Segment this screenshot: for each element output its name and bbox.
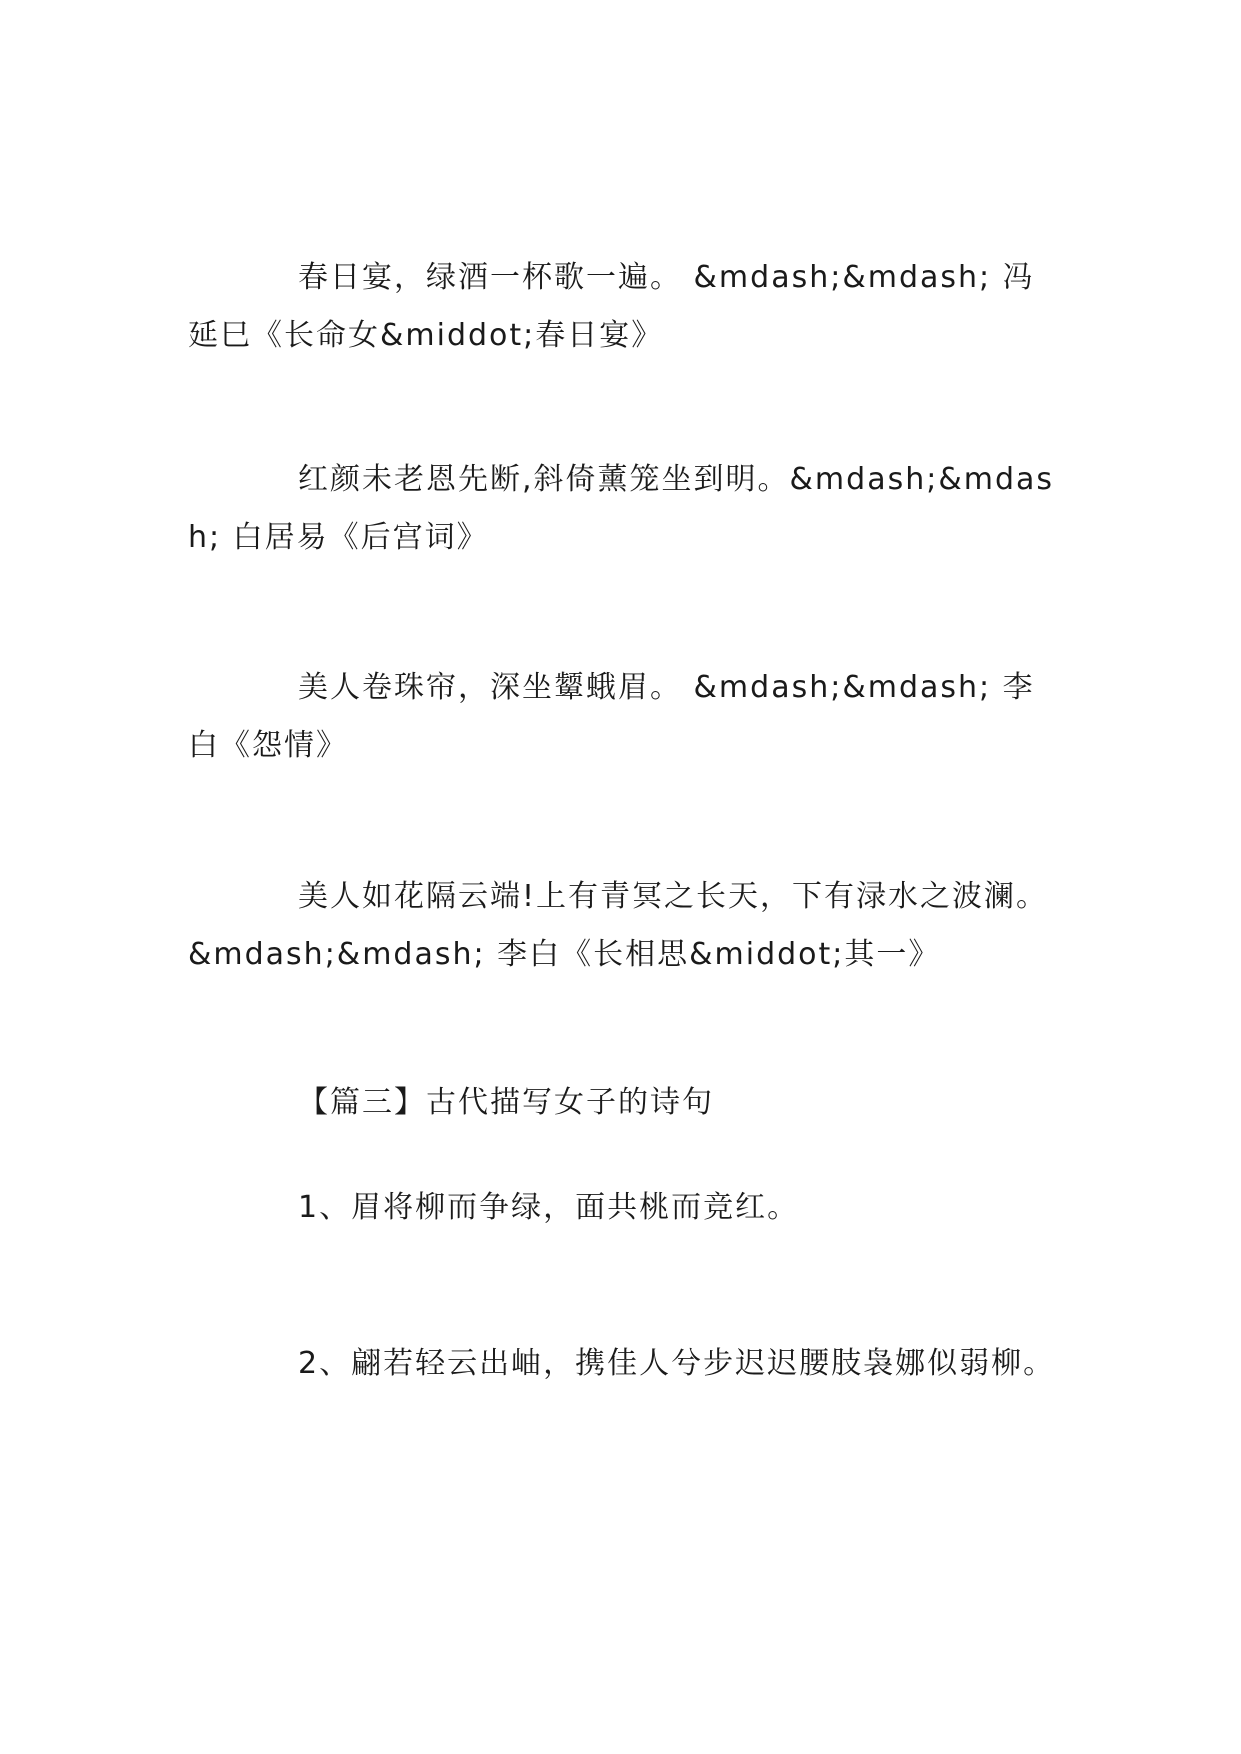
poem-quote-paragraph: 春日宴，绿酒一杯歌一遍。 &mdash;&mdash; 冯延巳《长命女&middot;春日宴》 [188, 260, 1035, 353]
list-item: 2、翩若轻云出岫，携佳人兮步迟迟腰肢袅娜似弱柳。 [298, 1346, 1056, 1381]
poem-quote-paragraph: 美人如花隔云端!上有青冥之长天，下有渌水之波澜。&mdash;&mdash; 李白《长相思&middot;其一》 [188, 879, 1049, 972]
poem-quote-paragraph: 美人卷珠帘，深坐颦蛾眉。 &mdash;&mdash; 李白《怨情》 [188, 670, 1035, 763]
list-item: 1、眉将柳而争绿，面共桃而竞红。 [298, 1190, 800, 1225]
poem-quote-paragraph: 红颜未老恩先断,斜倚薰笼坐到明。&mdash;&mdash; 白居易《后宫词》 [188, 462, 1055, 555]
section-heading: 【篇三】古代描写女子的诗句 [298, 1085, 714, 1120]
